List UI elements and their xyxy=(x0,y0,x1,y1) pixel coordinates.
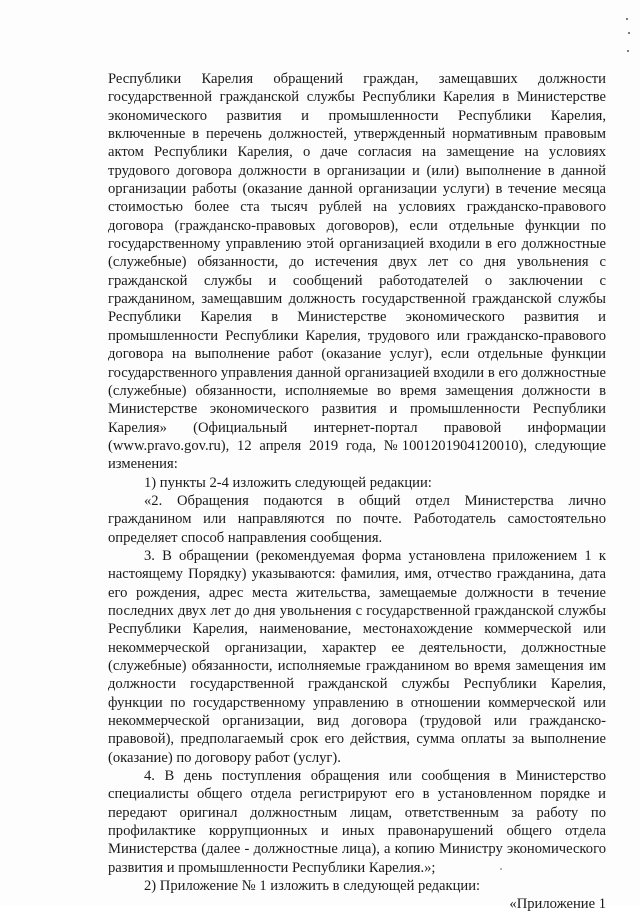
appendix-heading: «Приложение 1 xyxy=(509,896,606,913)
scan-speck xyxy=(627,50,629,52)
body-paragraph: Республики Карелия обращений граждан, замещавших должности государственной гражданской службы Республики Карелия в Министерстве экономического развития и промышленности Республики Карелия, включенные в перечень должностей, утвержденный нормативным правовым актом Республики Карелия, о даче согласия на замещение на условиях трудового договора должности в организации и (или) выполнение в данной организации работы (оказание данной организации услуги) в течение месяца стоимостью более ста тысяч рублей на условиях гражданско-правового договора (гражданско-правовых договоров), если отдельные функции по государственному управлению этой организацией входили в его должностные (служебные) обязанности, до истечения двух лет со дня увольнения с гражданской службы и сообщений работодателей о заключении с гражданином, замещавшим должность государственной гражданской службы Республики Карелия в Министерстве экономического развития и промышленности Республики Карелия, трудового или гражданско-правового договора на выполнение работ (оказание услуг), если отдельные функции государственного управления данной организацией входили в его должностные (служебные) обязанности, исполняемые во время замещения должности в Министерстве экономического развития и промышленности Республики Карелия» (Официальный интернет-портал правовой информации (www.pravo.gov.ru), 12 апреля 2019 года, №1001201904120010), следующие изменения: xyxy=(108,71,606,473)
body-paragraph: 3. В обращении (рекомендуемая форма установлена приложением 1 к настоящему Порядку) указываются: фамилия, имя, отчество гражданина, дата его рождения, адрес места жительства, замещаемые должности в течение последних двух лет до дня увольнения с государственной гражданской службы Республики Карелия, наименование, местонахождение коммерческой или некоммерческой организации, характер ее деятельности, должностные (служебные) обязанности, исполняемые гражданином во время замещения им должности государственной гражданской службы Республики Карелия, функции по государственному управлению в отношении коммерческой или некоммерческой организации, вид договора (трудовой или гражданско-правовой), предполагаемый срок его действия, сумма оплаты за выполнение (оказание) по договору работ (услуг). xyxy=(108,547,606,766)
body-paragraph: 2) Приложение № 1 изложить в следующей редакции: xyxy=(144,878,481,895)
document-body xyxy=(108,70,606,914)
body-paragraph: 4. В день поступления обращения или сообщения в Министерство специалисты общего отдела регистрируют его в установленном порядке и передают оригинал должностным лицам, ответственным за работу по профилактике коррупционных и иных правонарушений общего отдела Министерства (далее - должностные лица), а копию Министру экономического развития и промышленности Республики Карелия.»; xyxy=(108,768,606,876)
scan-speck xyxy=(626,18,628,20)
body-paragraph: 1) пункты 2-4 изложить следующей редакции: xyxy=(144,474,432,491)
body-paragraph: «2. Обращения подаются в общий отдел Министерства лично гражданином или направляются по почте. Работодатель самостоятельно определяет способ направления сообщения. xyxy=(108,492,606,546)
scan-speck xyxy=(628,32,630,34)
